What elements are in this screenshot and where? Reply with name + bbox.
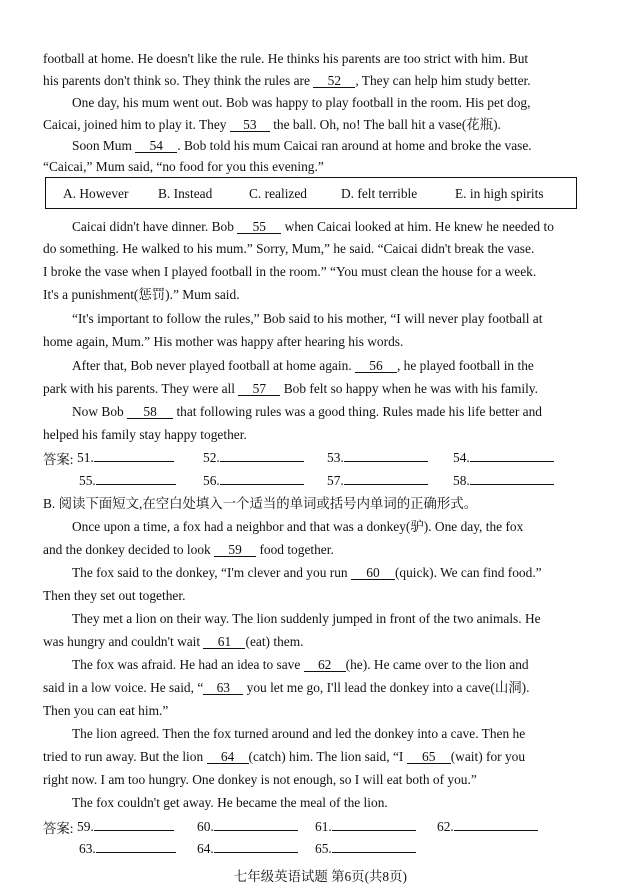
text-line	[72, 218, 554, 235]
text-segment: tried to run away. But the lion	[43, 749, 204, 764]
section-heading: B. 阅读下面短文,在空白处填入一个适当的单词或括号内单词的正确形式。	[43, 496, 478, 511]
text-line: One day, his mum went out. Bob was happy to play football in the room. His pet dog,	[72, 95, 531, 110]
text-segment: Now Bob	[72, 404, 124, 419]
answer-slot	[197, 818, 298, 835]
blank-64: 64	[207, 750, 249, 764]
answer-slot	[453, 472, 554, 489]
text-line	[43, 541, 334, 558]
text-segment: was hungry and couldn't wait	[43, 634, 201, 649]
answer-slot	[79, 472, 176, 489]
answer-line[interactable]	[214, 818, 298, 831]
answer-line[interactable]	[332, 840, 416, 853]
answer-line[interactable]	[96, 472, 176, 485]
option-c: C. realized	[249, 186, 307, 201]
text-segment: you let me go, I'll lead the donkey into a cave(山洞).	[246, 680, 530, 695]
text-segment: After that, Bob never played football at home again.	[72, 358, 352, 373]
answer-number: 58.	[453, 473, 470, 488]
text-line: Once upon a time, a fox had a neighbor and that was a donkey(驴). One day, the fox	[72, 519, 524, 534]
answer-number: 56.	[203, 473, 220, 488]
text-segment: , he played football in the	[396, 358, 534, 373]
text-segment: Caicai, joined him to play it. They	[43, 117, 227, 132]
answer-line[interactable]	[220, 472, 304, 485]
answer-number: 60.	[197, 819, 214, 834]
answer-number: 63.	[79, 841, 96, 856]
answer-label: 答案:	[43, 821, 74, 836]
text-segment: and the donkey decided to look	[43, 542, 211, 557]
text-line: They met a lion on their way. The lion suddenly jumped in front of the two animals. He	[72, 611, 541, 626]
answer-line[interactable]	[332, 818, 416, 831]
answer-number: 61.	[315, 819, 332, 834]
blank-53: 53	[230, 118, 270, 132]
text-line	[72, 357, 534, 374]
answer-slot	[315, 818, 416, 835]
answer-slot	[203, 472, 304, 489]
text-line	[72, 656, 529, 673]
text-line	[43, 72, 531, 89]
text-segment: Bob felt so happy when he was with his family.	[283, 381, 538, 396]
text-segment: the ball. Oh, no! The ball hit a vase(花瓶).	[273, 117, 501, 132]
blank-61: 61	[203, 635, 245, 649]
text-line: right now. I am too hungry. One donkey is not enough, so I will eat both of you.”	[43, 772, 477, 787]
text-line	[43, 380, 538, 397]
answer-number: 55.	[79, 473, 96, 488]
text-line	[43, 748, 525, 765]
answer-line[interactable]	[470, 449, 554, 462]
text-line: helped his family stay happy together.	[43, 427, 247, 442]
text-segment: (wait) for you	[450, 749, 526, 764]
text-segment: that following rules was a good thing. Rules made his life better and	[176, 404, 542, 419]
blank-55: 55	[237, 220, 281, 234]
options-box	[45, 177, 577, 209]
answer-number: 64.	[197, 841, 214, 856]
answer-number: 53.	[327, 450, 344, 465]
text-segment: (quick). We can find food.”	[394, 565, 542, 580]
text-segment: . Bob told his mum Caicai ran around at home and broke the vase.	[177, 138, 532, 153]
answer-number: 62.	[437, 819, 454, 834]
answer-line[interactable]	[454, 818, 538, 831]
answer-slot	[79, 840, 176, 857]
text-segment: (he). He came over to the lion and	[345, 657, 529, 672]
text-segment: (catch) him. The lion said, “I	[248, 749, 404, 764]
answer-number: 51.	[77, 450, 94, 465]
answer-label: 答案:	[43, 452, 74, 467]
answer-line[interactable]	[220, 449, 304, 462]
option-a: A. However	[63, 186, 129, 201]
answer-number: 54.	[453, 450, 470, 465]
text-segment: Caicai didn't have dinner. Bob	[72, 219, 234, 234]
text-segment: his parents don't think so. They think the rules are	[43, 73, 310, 88]
answer-slot	[77, 449, 174, 466]
text-line: It's a punishment(惩罚).” Mum said.	[43, 287, 240, 302]
text-line: “It's important to follow the rules,” Bob said to his mother, “I will never play football at	[72, 311, 543, 326]
text-line	[72, 403, 542, 420]
text-line	[72, 137, 532, 154]
blank-52: 52	[313, 74, 355, 88]
text-segment: food together.	[259, 542, 334, 557]
text-line: I broke the vase when I played football in the room.” “You must clean the house for a week.	[43, 264, 537, 279]
option-e: E. in high spirits	[455, 186, 544, 201]
answer-number: 59.	[77, 819, 94, 834]
text-line: football at home. He doesn't like the rule. He thinks his parents are too strict with him. But	[43, 51, 529, 66]
answer-slot	[203, 449, 304, 466]
text-line: The fox couldn't get away. He became the meal of the lion.	[72, 795, 388, 810]
answer-number: 65.	[315, 841, 332, 856]
blank-54: 54	[135, 139, 177, 153]
answer-line[interactable]	[96, 840, 176, 853]
blank-59: 59	[214, 543, 256, 557]
text-segment: said in a low voice. He said, “	[43, 680, 204, 695]
answer-number: 52.	[203, 450, 220, 465]
text-line: The lion agreed. Then the fox turned around and led the donkey into a cave. Then he	[72, 726, 526, 741]
answer-line[interactable]	[470, 472, 554, 485]
option-b: B. Instead	[158, 186, 213, 201]
text-line: “Caicai,” Mum said, “no food for you this evening.”	[43, 159, 324, 174]
blank-60: 60	[351, 566, 395, 580]
text-line: do something. He walked to his mum.” Sorry, Mum,” he said. “Caicai didn't break the vase.	[43, 241, 535, 256]
text-segment: when Caicai looked at him. He knew he needed to	[284, 219, 554, 234]
text-segment: park with his parents. They were all	[43, 381, 235, 396]
answer-line[interactable]	[94, 449, 174, 462]
page-footer: 七年级英语试题 第6页(共8页)	[234, 869, 407, 884]
blank-58: 58	[127, 405, 173, 419]
answer-slot	[77, 818, 174, 835]
answer-slot	[437, 818, 538, 835]
answer-slot	[453, 449, 554, 466]
blank-63: 63	[203, 681, 243, 695]
text-line	[43, 679, 529, 696]
answer-number: 57.	[327, 473, 344, 488]
text-line	[43, 633, 303, 650]
text-segment: Soon Mum	[72, 138, 132, 153]
blank-56: 56	[355, 359, 397, 373]
text-segment: , They can help him study better.	[355, 73, 531, 88]
blank-65: 65	[407, 750, 451, 764]
blank-57: 57	[238, 382, 280, 396]
blank-62: 62	[304, 658, 346, 672]
answer-slot	[315, 840, 416, 857]
text-line: Then you can eat him.”	[43, 703, 169, 718]
text-segment: (eat) them.	[245, 634, 304, 649]
option-d: D. felt terrible	[341, 186, 418, 201]
answer-slot	[327, 449, 428, 466]
answer-slot	[327, 472, 428, 489]
text-line	[43, 116, 501, 133]
text-line	[72, 564, 542, 581]
answer-slot	[197, 840, 298, 857]
text-segment: The fox said to the donkey, “I'm clever and you run	[72, 565, 348, 580]
answer-line[interactable]	[214, 840, 298, 853]
text-line: home again, Mum.” His mother was happy after hearing his words.	[43, 334, 404, 349]
text-segment: The fox was afraid. He had an idea to save	[72, 657, 301, 672]
answer-line[interactable]	[344, 472, 428, 485]
answer-line[interactable]	[94, 818, 174, 831]
answer-line[interactable]	[344, 449, 428, 462]
text-line: Then they set out together.	[43, 588, 186, 603]
